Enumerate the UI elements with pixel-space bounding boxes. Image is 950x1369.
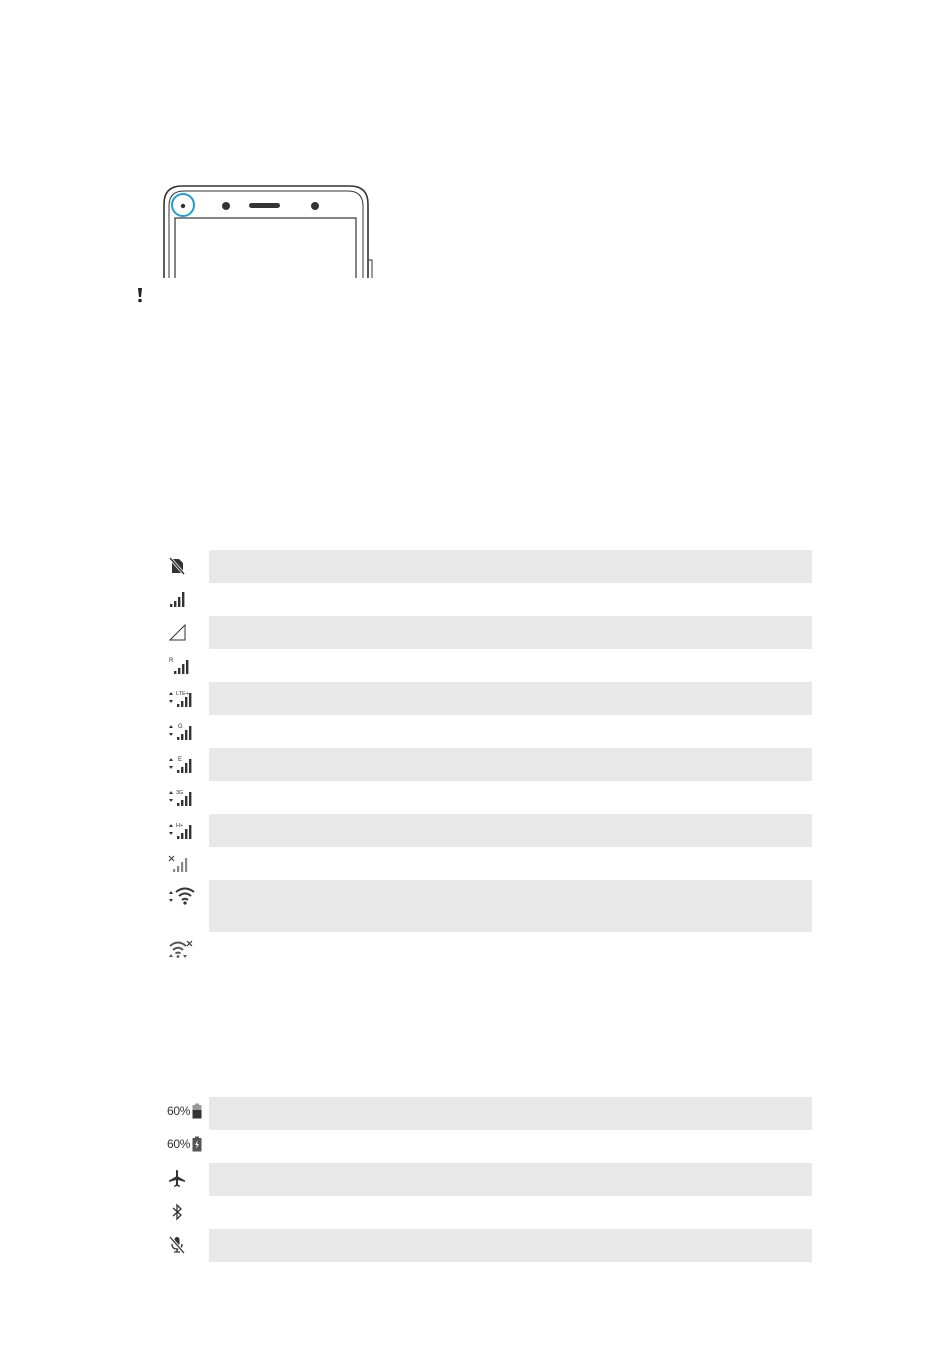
battery-status-icon [163, 1097, 209, 1119]
mobile-data-disabled-icon [163, 847, 209, 875]
row-description [209, 715, 812, 748]
microphone-muted-icon [163, 1229, 209, 1255]
table-row [163, 616, 812, 649]
no-sim-card-icon [163, 550, 209, 576]
table-row [163, 682, 812, 715]
table-row [163, 1163, 812, 1196]
row-description [209, 1196, 812, 1229]
hspa-plus-icon [163, 814, 209, 842]
row-description [209, 880, 812, 932]
battery-percent-label: 60% [167, 1137, 191, 1151]
table-row [163, 649, 812, 682]
front-camera-icon [172, 194, 194, 216]
row-description [209, 1130, 812, 1163]
gprs-icon [163, 715, 209, 743]
row-description [209, 781, 812, 814]
row-description [209, 932, 812, 965]
roaming-icon [163, 649, 209, 677]
svg-text:G: G [178, 724, 183, 730]
table-row [163, 550, 812, 583]
table-row [163, 781, 812, 814]
table-row [163, 1229, 812, 1262]
wifi-no-internet-icon [163, 932, 209, 960]
svg-text:R: R [169, 658, 174, 664]
svg-text:E: E [178, 757, 183, 763]
no-signal-icon [163, 616, 209, 642]
table-row [163, 748, 812, 781]
row-description [209, 550, 812, 583]
table-row [163, 814, 812, 847]
row-description [209, 1163, 812, 1196]
network-icon-table [163, 550, 812, 965]
row-description [209, 814, 812, 847]
status-icon-table [163, 1097, 812, 1262]
signal-strength-icon [163, 583, 209, 609]
airplane-mode-icon [163, 1163, 209, 1189]
table-row [163, 1097, 812, 1130]
row-description [209, 616, 812, 649]
battery-percent-label: 60% [167, 1104, 191, 1118]
table-row [163, 1196, 812, 1229]
svg-text:3G: 3G [176, 790, 184, 796]
battery-charging-icon [163, 1130, 209, 1152]
edge-icon [163, 748, 209, 776]
table-row [163, 880, 812, 932]
phone-illustration [158, 182, 374, 278]
row-description [209, 1097, 812, 1130]
earpiece-icon [249, 203, 280, 208]
svg-text:LTE+: LTE+ [176, 691, 189, 697]
light-sensor-icon [311, 202, 319, 210]
3g-icon [163, 781, 209, 809]
bluetooth-icon [163, 1196, 209, 1222]
table-row [163, 847, 812, 880]
table-row [163, 1130, 812, 1163]
table-row [163, 715, 812, 748]
row-description [209, 682, 812, 715]
row-description [209, 583, 812, 616]
row-description [209, 748, 812, 781]
table-row [163, 583, 812, 616]
proximity-sensor-icon [222, 202, 230, 210]
row-description [209, 649, 812, 682]
table-row [163, 932, 812, 965]
lte-plus-icon [163, 682, 209, 710]
row-description [209, 847, 812, 880]
row-description [209, 1229, 812, 1262]
exclamation-icon [133, 286, 147, 304]
svg-text:H+: H+ [176, 823, 184, 829]
wifi-data-transfer-icon [163, 880, 209, 908]
